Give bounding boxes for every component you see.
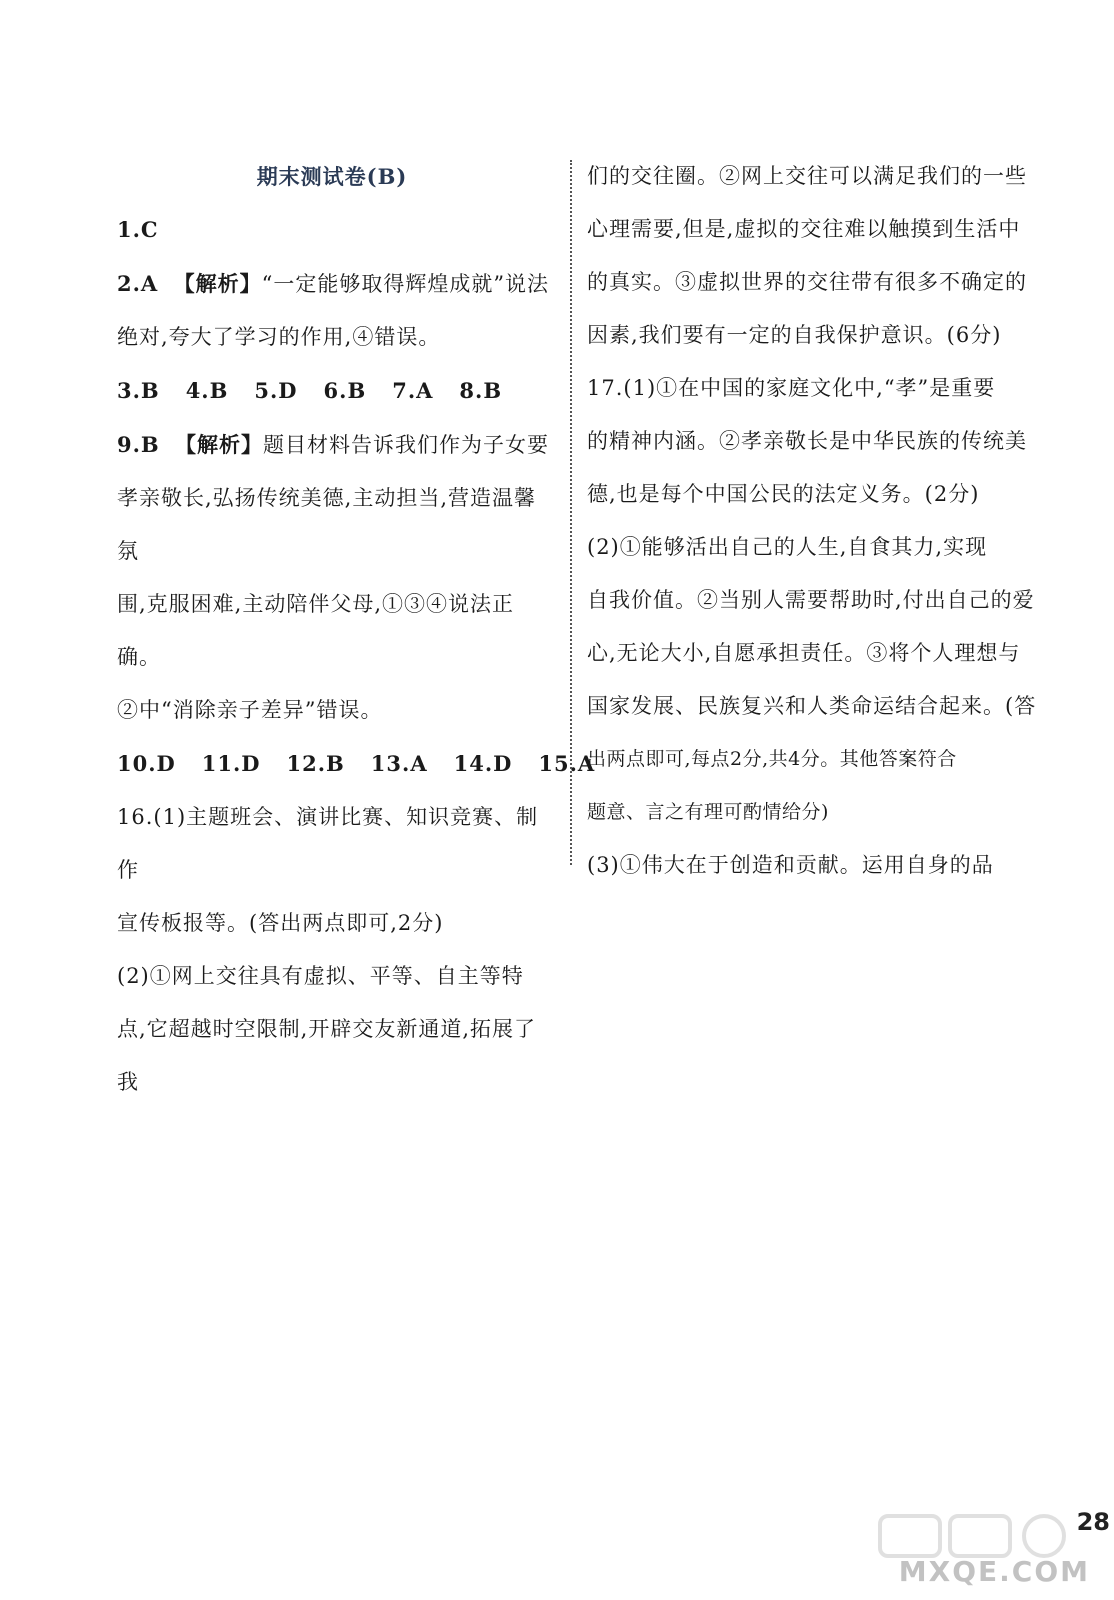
answer-17-1-line-2: 的精神内涵。②孝亲敬长是中华民族的传统美	[587, 429, 1027, 453]
column-divider	[570, 160, 572, 865]
answer-17-2-line-6: 题意、言之有理可酌情给分)	[587, 801, 829, 823]
answer-17-2-line-4: 国家发展、民族复兴和人类命运结合起来。(答	[587, 694, 1037, 718]
answer-9	[117, 418, 557, 472]
answer-6: 6.B	[323, 378, 367, 403]
answer-8: 8.B	[459, 378, 503, 403]
answer-16-2-line-2: 点,它超越时空限制,开辟交友新通道,拓展了我	[117, 1017, 537, 1094]
answer-17-2-line-3: 心,无论大小,自愿承担责任。③将个人理想与	[587, 641, 1021, 665]
answer-1-label: 1.C	[117, 217, 159, 242]
answer-17-2-line-1: (2)①能够活出自己的人生,自食其力,实现	[587, 535, 988, 559]
answer-2	[117, 257, 557, 311]
answer-14: 14.D	[453, 751, 513, 776]
answer-17-1-line-3: 德,也是每个中国公民的法定义务。(2分)	[587, 482, 980, 506]
right-column	[587, 150, 1062, 892]
answer-7: 7.A	[392, 378, 434, 403]
answer-9-line-3: 围,克服困难,主动陪伴父母,①③④说法正确。	[117, 592, 515, 669]
answer-16-2-cont-3: 的真实。③虚拟世界的交往带有很多不确定的	[587, 270, 1027, 294]
watermark-text: MXQE.COM	[898, 1555, 1090, 1588]
answer-9-line-4: ②中“消除亲子差异”错误。	[117, 698, 383, 722]
page-title: 期末测试卷(B)	[256, 164, 408, 189]
answer-17-3-line-1: (3)①伟大在于创造和贡献。运用自身的品	[587, 853, 994, 877]
left-column	[117, 150, 596, 1109]
answer-5: 5.D	[254, 378, 298, 403]
answer-12: 12.B	[286, 751, 345, 776]
answer-16-2-cont-1: 们的交往圈。②网上交往可以满足我们的一些	[587, 164, 1027, 188]
answer-17-2-line-2: 自我价值。②当别人需要帮助时,付出自己的爱	[587, 588, 1035, 612]
answer-1	[117, 203, 557, 257]
answer-16-2-cont-4: 因素,我们要有一定的自我保护意识。(6分)	[587, 323, 1002, 347]
answer-9-label: 9.B	[117, 432, 160, 457]
answer-16-2-line-1: (2)①网上交往具有虚拟、平等、自主等特	[117, 964, 524, 988]
answer-16-1-line-1: 16.(1)主题班会、演讲比赛、知识竞赛、制作	[117, 805, 539, 882]
answer-3: 3.B	[117, 378, 160, 403]
answer-17-2-line-5: 出两点即可,每点2分,共4分。其他答案符合	[587, 748, 957, 770]
answer-11: 11.D	[201, 751, 261, 776]
answer-10: 10.D	[117, 751, 176, 776]
answer-9-line-2: 孝亲敬长,弘扬传统美德,主动担当,营造温馨氛	[117, 486, 537, 563]
answer-2-label: 2.A	[117, 271, 159, 296]
answer-2-cont: 绝对,夸大了学习的作用,④错误。	[117, 325, 441, 349]
answers-3-8	[117, 364, 557, 418]
answer-16-1-line-2: 宣传板报等。(答出两点即可,2分)	[117, 911, 444, 935]
analysis-tag: 【解析】	[175, 432, 264, 457]
page-number: 28	[1076, 1508, 1110, 1536]
answer-9-line-1: 题目材料告诉我们作为子女要	[263, 433, 550, 457]
answer-16-2-cont-2: 心理需要,但是,虚拟的交往难以触摸到生活中	[587, 217, 1021, 241]
analysis-tag: 【解析】	[173, 271, 262, 296]
answer-15: 15.A	[538, 751, 596, 776]
answer-4: 4.B	[185, 378, 229, 403]
answer-17-1-line-1: 17.(1)①在中国的家庭文化中,“孝”是重要	[587, 376, 996, 400]
answer-2-text: “一定能够取得辉煌成就”说法	[261, 272, 550, 296]
answer-13: 13.A	[370, 751, 428, 776]
answers-10-15	[117, 737, 596, 791]
